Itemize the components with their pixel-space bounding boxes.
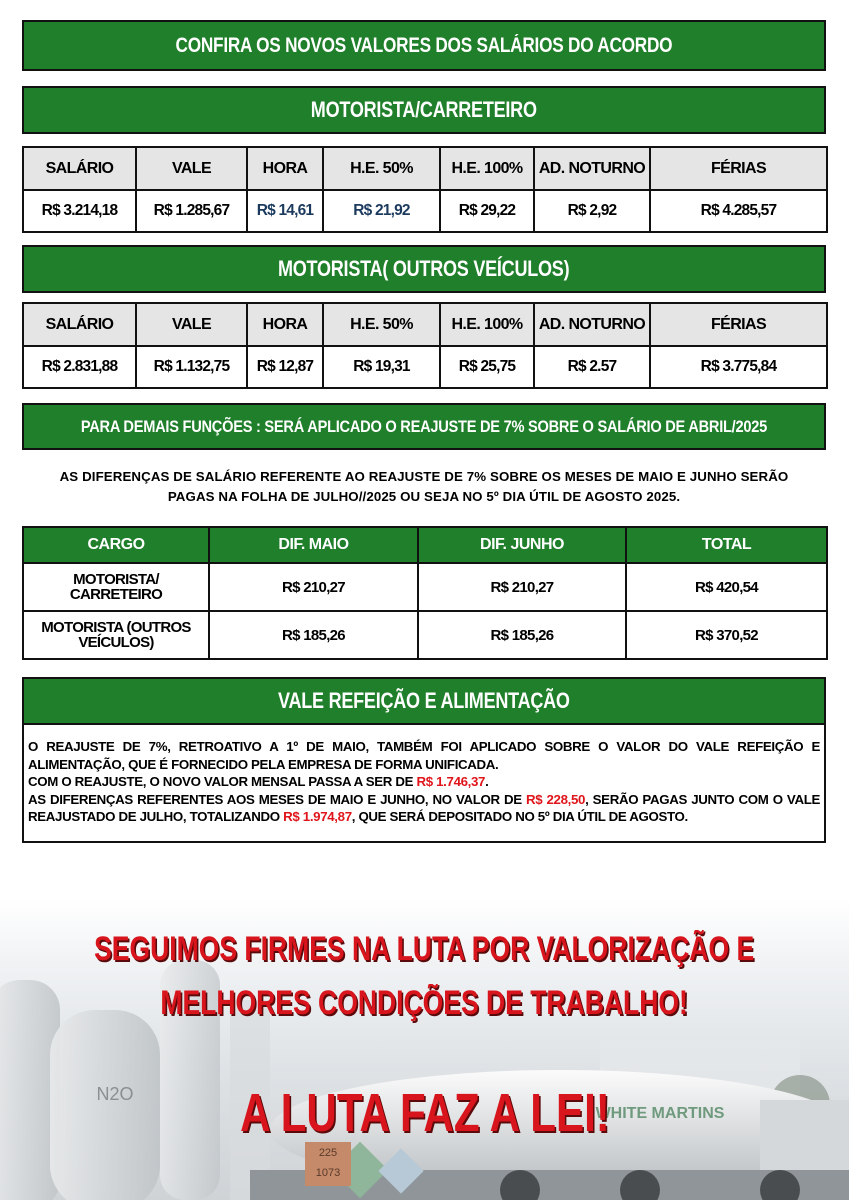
value-hora: R$ 12,87: [247, 346, 323, 388]
header-he100: H.E. 100%: [440, 303, 534, 346]
cargo-line-2: VEÍCULOS): [78, 634, 154, 651]
slogan-line-2-text: MELHORES CONDIÇÕES DE TRABALHO!: [160, 984, 689, 1022]
header-he50: H.E. 50%: [323, 147, 440, 190]
value-he100: R$ 25,75: [440, 346, 534, 388]
header-ferias: FÉRIAS: [650, 147, 827, 190]
table-row: [23, 611, 827, 659]
dif-maio-cell: R$ 185,26: [209, 611, 418, 659]
table-row: [23, 346, 827, 388]
header-vale: VALE: [136, 147, 247, 190]
section-banner-motorista-carreteiro: [22, 86, 826, 134]
cargo-line-1: MOTORISTA (OUTROS: [41, 619, 191, 636]
header-ad-noturno: AD. NOTURNO: [534, 303, 650, 346]
plate-bottom: 1073: [315, 1167, 341, 1179]
dif-junho-cell: R$ 210,27: [418, 563, 626, 611]
value-he100: R$ 29,22: [440, 190, 534, 232]
vale-p3-text-2: , SERÃO PAGAS JUNTO COM O VALE REAJUSTADO DE JULHO, TOTALIZANDO: [28, 791, 821, 824]
value-salario: R$ 2.831,88: [23, 346, 136, 388]
value-he50: R$ 21,92: [323, 190, 440, 232]
header-he100: H.E. 100%: [440, 147, 534, 190]
vale-new-value: R$ 1.746,37: [416, 774, 486, 789]
header-salario: SALÁRIO: [23, 303, 136, 346]
total-cell: R$ 370,52: [626, 611, 827, 659]
slogan-line-1-text: SEGUIMOS FIRMES NA LUTA POR VALORIZAÇÃO E: [94, 930, 755, 968]
note-line-2: PAGAS NA FOLHA DE JULHO//2025 OU SEJA NO 5º DIA ÚTIL DE AGOSTO 2025.: [167, 489, 681, 504]
header-hora: HORA: [247, 147, 323, 190]
value-he50: R$ 19,31: [323, 346, 440, 388]
vale-p3-text: AS DIFERENÇAS REFERENTES AOS MESES DE MAIO E JUNHO, NO VALOR DE: [28, 791, 526, 807]
note-line-1: AS DIFERENÇAS DE SALÁRIO REFERENTE AO REAJUSTE DE 7% SOBRE OS MESES DE MAIO E JUNHO SERÃO: [59, 469, 789, 484]
header-ad-noturno: AD. NOTURNO: [534, 147, 650, 190]
plate-top: 225: [318, 1147, 338, 1159]
demais-funcoes-text: PARA DEMAIS FUNÇÕES : SERÁ APLICADO O REAJUSTE DE 7% SOBRE O SALÁRIO DE ABRIL/2025: [80, 416, 768, 436]
table-header-row: [23, 303, 827, 346]
slogan-main-text: A LUTA FAZ A LEI!: [239, 1083, 610, 1143]
header-vale: VALE: [136, 303, 247, 346]
vale-p3-end: , QUE SERÁ DEPOSITADO NO 5º DIA ÚTIL DE AGOSTO.: [351, 809, 688, 824]
page-title-banner: [22, 20, 826, 71]
vale-paragraph-2: [28, 773, 820, 791]
vale-banner: [22, 677, 826, 725]
value-hora: R$ 14,61: [247, 190, 323, 232]
slogan-line-1: [0, 930, 849, 969]
tank-label: N2O: [96, 1084, 134, 1104]
vale-text-box: [22, 724, 826, 843]
table-header-row: [23, 147, 827, 190]
dif-junho-cell: R$ 185,26: [418, 611, 626, 659]
value-ferias: R$ 3.775,84: [650, 346, 827, 388]
header-ferias: FÉRIAS: [650, 303, 827, 346]
vale-total-value: R$ 1.974,87: [283, 809, 352, 824]
section-banner-motorista-outros: [22, 245, 826, 293]
section-title: MOTORISTA( OUTROS VEÍCULOS): [278, 256, 570, 281]
header-dif-junho: DIF. JUNHO: [418, 527, 626, 563]
cargo-cell: [23, 611, 209, 659]
vale-paragraph-1: O REAJUSTE DE 7%, RETROATIVO A 1º DE MAIO, TAMBÉM FOI APLICADO SOBRE O VALOR DO VALE REFEIÇÃO E ALIMENTAÇÃO, QUE É FORNECIDO PELA EMPRESA DE FORMA UNIFICADA.: [28, 739, 820, 772]
vale-difference-value: R$ 228,50: [525, 791, 586, 807]
salary-table-outros: [22, 302, 828, 389]
value-ferias: R$ 4.285,57: [650, 190, 827, 232]
demais-funcoes-banner: [22, 403, 826, 450]
table-header-row: [23, 527, 827, 563]
total-cell: R$ 420,54: [626, 563, 827, 611]
table-row: [23, 563, 827, 611]
cargo-line-2: CARRETEIRO: [69, 586, 163, 603]
cargo-line-1: MOTORISTA/: [73, 571, 159, 588]
value-vale: R$ 1.132,75: [136, 346, 247, 388]
vale-paragraph-3: [28, 791, 820, 826]
header-cargo: CARGO: [23, 527, 209, 563]
differences-note: [22, 467, 826, 507]
vale-title: VALE REFEIÇÃO E ALIMENTAÇÃO: [278, 688, 570, 713]
slogan-main: [0, 1082, 849, 1144]
differences-table: [22, 526, 828, 660]
table-row: [23, 190, 827, 232]
header-he50: H.E. 50%: [323, 303, 440, 346]
header-hora: HORA: [247, 303, 323, 346]
dif-maio-cell: R$ 210,27: [209, 563, 418, 611]
cargo-cell: [23, 563, 209, 611]
header-salario: SALÁRIO: [23, 147, 136, 190]
section-title: MOTORISTA/CARRETEIRO: [311, 97, 537, 122]
value-salario: R$ 3.214,18: [23, 190, 136, 232]
salary-table-carreteiro: [22, 146, 828, 233]
page-title: CONFIRA OS NOVOS VALORES DOS SALÁRIOS DO ACORDO: [175, 33, 673, 57]
value-ad-noturno: R$ 2.57: [534, 346, 650, 388]
vale-p2-text: COM O REAJUSTE, O NOVO VALOR MENSAL PASSA A SER DE: [28, 774, 417, 789]
value-vale: R$ 1.285,67: [136, 190, 247, 232]
vale-p2-end: .: [485, 774, 489, 789]
header-total: TOTAL: [626, 527, 827, 563]
truck-brand: WHITE MARTINS: [595, 1105, 725, 1122]
value-ad-noturno: R$ 2,92: [534, 190, 650, 232]
slogan-line-2: [0, 984, 849, 1023]
header-dif-maio: DIF. MAIO: [209, 527, 418, 563]
